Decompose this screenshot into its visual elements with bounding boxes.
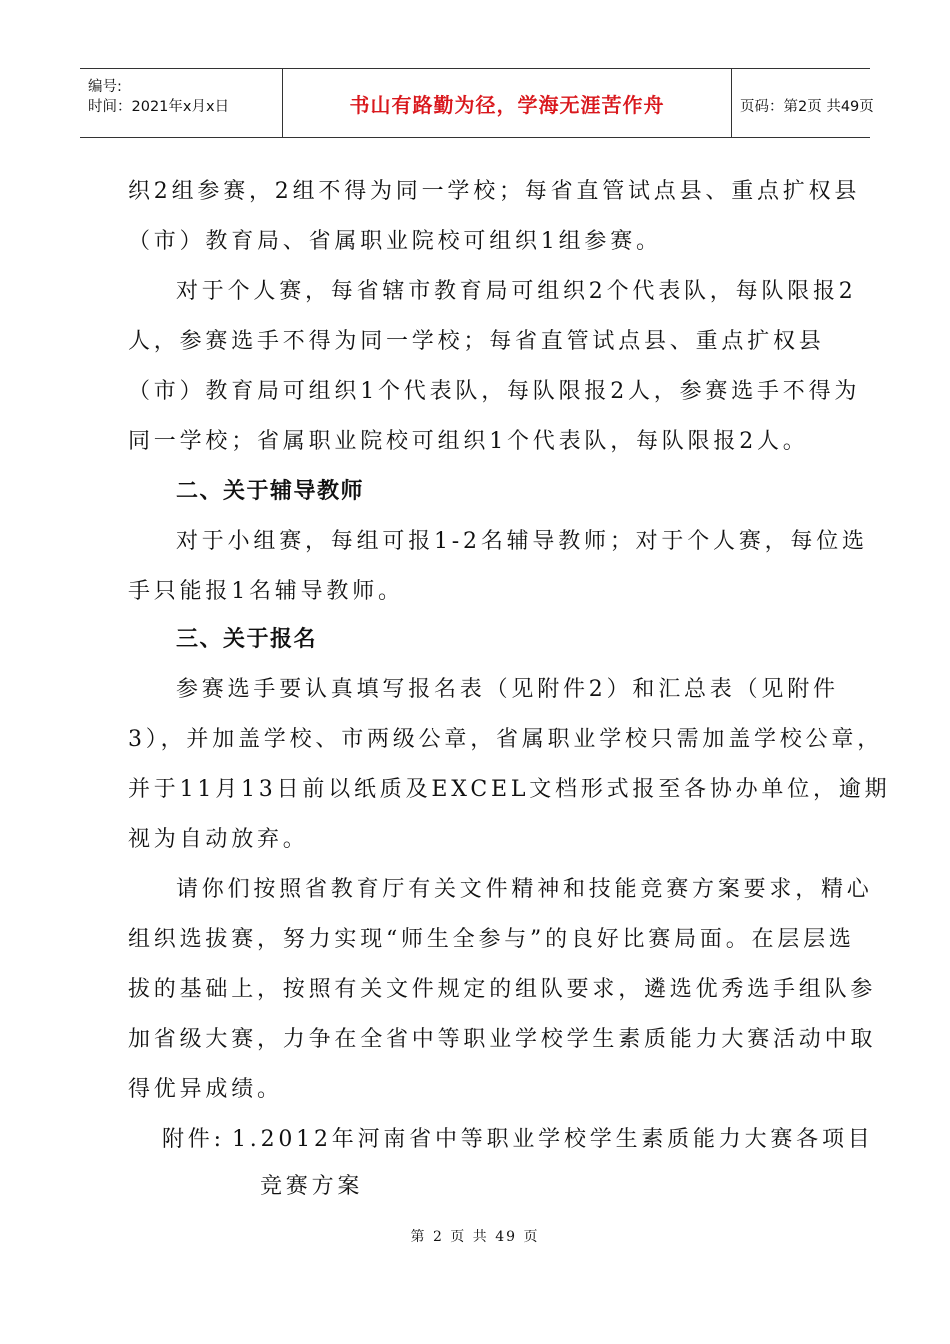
document-header [80,68,874,138]
header-page-number: 页码：第2页 共49页 [740,99,874,115]
header-page-cell [732,69,874,137]
paragraph-line: 对于个人赛，每省辖市教育局可组织2个代表队，每队限报2 [176,279,857,304]
paragraph-line: （市）教育局、省属职业院校可组织1组参赛。 [128,229,662,254]
attachment-label: 附件: [162,1127,225,1152]
document-number-label: 编号: [88,79,122,95]
paragraph-line: 请你们按照省教育厅有关文件精神和技能竞赛方案要求，精心 [176,877,873,902]
paragraph-line: 得优异成绩。 [128,1077,283,1102]
page-footer: 第 2 页 共 49 页 [410,1229,540,1245]
paragraph-line: 同一学校；省属职业院校可组织1个代表队，每队限报2人。 [128,429,809,454]
paragraph-line: 并于11月13日前以纸质及EXCEL文档形式报至各协办单位，逾期 [128,777,891,802]
paragraph-line: 人，参赛选手不得为同一学校；每省直管试点县、重点扩权县 [128,329,825,354]
section-heading-tutors: 二、关于辅导教师 [176,479,365,504]
paragraph-line: 手只能报1名辅导教师。 [128,579,404,604]
attachment-item: 1.2012年河南省中等职业学校学生素质能力大赛各项目 [232,1127,874,1152]
paragraph-line: 参赛选手要认真填写报名表（见附件2）和汇总表（见附件 [176,677,839,702]
paragraph-line: 视为自动放弃。 [128,827,309,852]
paragraph-line: 组织选拔赛，努力实现“师生全参与”的良好比赛局面。在层层选 [128,927,855,952]
paragraph-line: （市）教育局可组织1个代表队，每队限报2人，参赛选手不得为 [128,379,861,404]
paragraph-line: 织2组参赛，2组不得为同一学校；每省直管试点县、重点扩权县 [128,179,861,204]
paragraph-line: 对于小组赛，每组可报1-2名辅导教师；对于个人赛，每位选 [176,529,868,554]
header-meta-cell [80,69,282,137]
header-slogan-cell [282,69,732,137]
paragraph-line: 拔的基础上，按照有关文件规定的组队要求，遴选优秀选手组队参 [128,977,877,1002]
paragraph-line: 3），并加盖学校、市两级公章，省属职业学校只需加盖学校公章， [128,727,883,752]
document-date-label: 时间：2021年x月x日 [88,99,230,115]
header-slogan: 书山有路勤为径，学海无涯苦作舟 [349,93,665,117]
section-heading-registration: 三、关于报名 [176,627,318,652]
paragraph-line: 加省级大赛，力争在全省中等职业学校学生素质能力大赛活动中取 [128,1027,877,1052]
attachment-item-continued: 竞赛方案 [260,1174,364,1199]
